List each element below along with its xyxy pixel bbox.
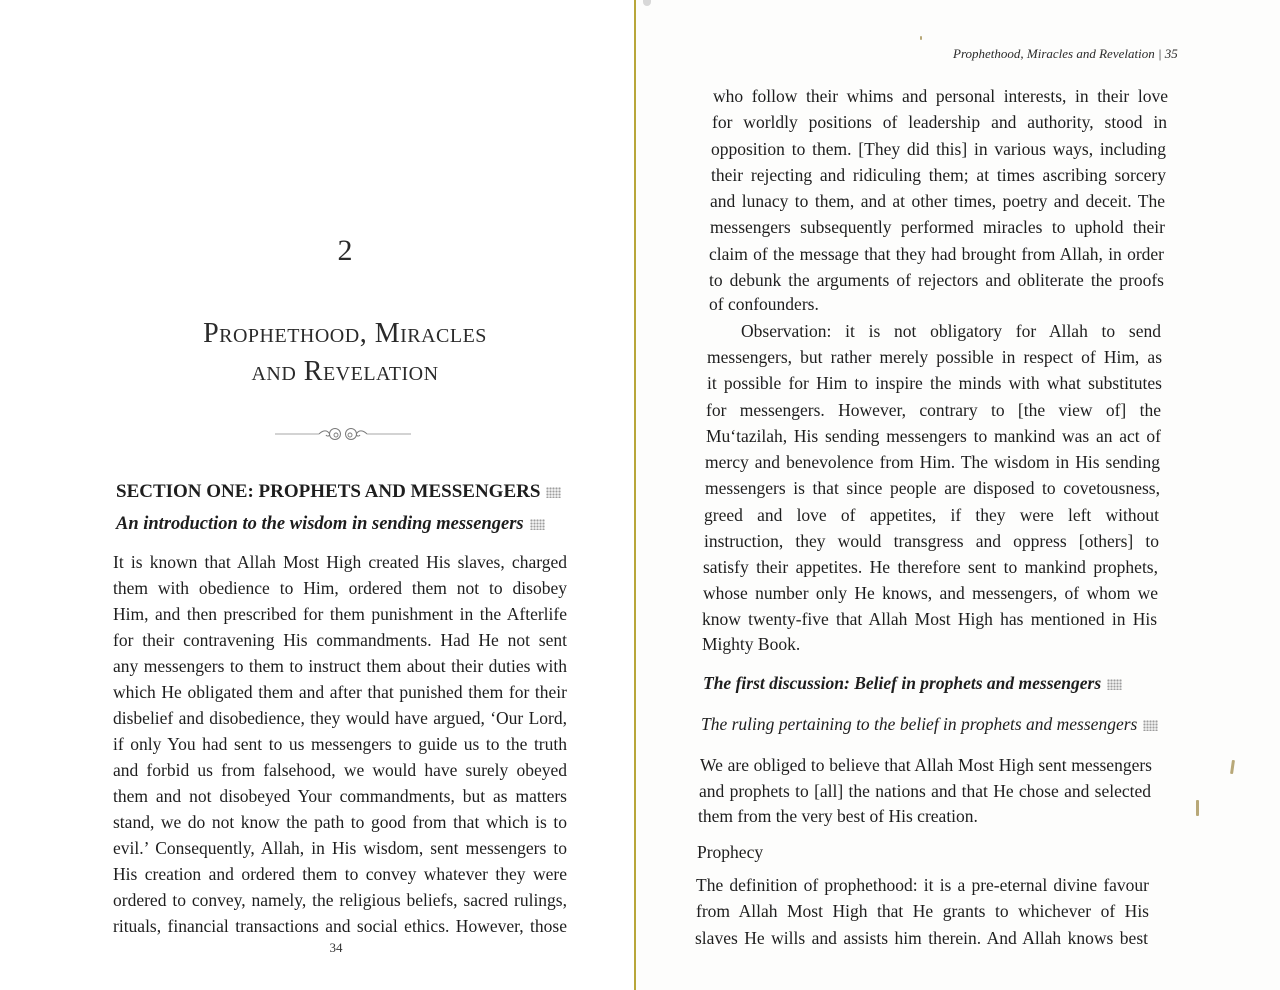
body-line: satisfy their appetites. He therefore sent to mankind prophets,	[703, 557, 1158, 577]
subheading-first-discussion	[703, 673, 1122, 694]
body-line: His creation and ordered them to convey whatever they were	[113, 864, 567, 884]
body-line: mercy and benevolence from Him. The wisdom in His sending	[705, 452, 1160, 472]
body-line: them from the very best of His creation.	[698, 806, 978, 826]
body-line: messengers is that since people are disposed to covetousness,	[705, 478, 1160, 498]
body-line: claim of the message that they had brought from Allah, in order	[709, 244, 1164, 264]
subheading-text: The first discussion: Belief in prophets and messengers	[703, 673, 1102, 693]
section-heading-text: SECTION ONE: PROPHETS AND MESSENGERS	[116, 481, 541, 502]
body-line: if only You had sent to us messengers to guide us to the truth	[113, 734, 567, 754]
body-line: Observation: it is not obligatory for Allah to send	[741, 321, 1161, 341]
body-line: messengers, but rather merely possible in respect of Him, as	[707, 347, 1162, 367]
body-line: for their contravening His commandments. Had He not sent	[113, 630, 567, 650]
section-heading	[116, 481, 561, 503]
subheading-ruling	[701, 714, 1158, 735]
body-line: whose number only He knows, and messengers, of whom we	[703, 583, 1158, 603]
body-line: know twenty-five that Allah Most High has mentioned in His	[702, 609, 1157, 629]
body-line: their rejecting and ridiculing them; at times ascribing sorcery	[711, 165, 1166, 185]
body-line: evil.’ Consequently, Allah, in His wisdom, sent messengers to	[113, 838, 567, 858]
honorific-icon	[546, 487, 561, 498]
honorific-icon	[1143, 720, 1158, 731]
chapter-number: 2	[337, 234, 353, 267]
body-line: and lunacy to them, and at other times, poetry and deceit. The	[710, 191, 1165, 211]
page-number-left: 34	[329, 940, 343, 955]
body-line: instruction, they would transgress and oppress [others] to	[704, 531, 1159, 551]
body-line: for messengers. However, contrary to [the view of] the	[706, 400, 1161, 420]
body-line: ordered to convey, namely, the religious beliefs, sacred rulings,	[113, 890, 567, 910]
honorific-icon	[1107, 679, 1122, 690]
body-line: them and not disobeyed Your commandments, but as matters	[113, 786, 567, 806]
body-line: who follow their whims and personal interests, in their love	[713, 86, 1168, 106]
chapter-title-line-1: Prophethood, Miracles	[203, 318, 487, 349]
body-line: to debunk the arguments of rejectors and obliterate the proofs	[709, 270, 1164, 290]
body-line: rituals, financial transactions and social ethics. However, those	[113, 916, 567, 936]
book-gutter	[634, 0, 636, 990]
body-line: opposition to them. [They did this] in various ways, including	[711, 139, 1166, 159]
body-line: greed and love of appetites, if they were left without	[704, 505, 1159, 525]
body-line: Him, and then prescribed for them punishment in the Afterlife	[113, 604, 567, 624]
scan-speck	[1196, 800, 1199, 816]
prophecy-label: Prophecy	[697, 842, 764, 862]
body-line: from Allah Most High that He grants to whichever of His	[696, 901, 1149, 921]
body-line: stand, we do not know the path to good from that which is to	[113, 812, 567, 832]
body-line: and forbid us from falsehood, we would have surely obeyed	[113, 760, 567, 780]
body-line: any messengers to them to instruct them about their duties with	[113, 656, 567, 676]
chapter-title-line-2: and Revelation	[251, 356, 439, 387]
body-line: It is known that Allah Most High created His slaves, charged	[113, 552, 567, 572]
scan-speck	[920, 36, 922, 40]
body-line: and prophets to [all] the nations and that He chose and selected	[699, 781, 1151, 801]
body-line: We are obliged to believe that Allah Most High sent messengers	[700, 755, 1152, 775]
subheading-text: The ruling pertaining to the belief in prophets and messengers	[701, 714, 1138, 734]
subheading-text: An introduction to the wisdom in sending messengers	[116, 514, 524, 534]
body-line: for worldly positions of leadership and authority, stood in	[712, 112, 1167, 132]
body-line: Mighty Book.	[702, 634, 801, 654]
body-line: it possible for Him to inspire the minds with what substitutes	[707, 373, 1162, 393]
ornament-divider-icon	[275, 424, 411, 444]
body-line: of confounders.	[709, 294, 819, 314]
body-line: Mu‘tazilah, His sending messengers to mankind was an act of	[706, 426, 1161, 446]
body-line: slaves He wills and assists him therein. And Allah knows best	[695, 928, 1148, 948]
body-line: them with obedience to Him, ordered them not to disobey	[113, 578, 567, 598]
body-line: disbelief and disobedience, they would have argued, ‘Our Lord,	[113, 708, 567, 728]
body-line: messengers subsequently performed miracles to uphold their	[710, 217, 1165, 237]
body-line: which He obligated them and after that punished them for their	[113, 682, 567, 702]
body-line: The definition of prophethood: it is a pre-eternal divine favour	[696, 875, 1149, 895]
honorific-icon	[530, 519, 545, 530]
running-head: Prophethood, Miracles and Revelation | 35	[953, 46, 1178, 61]
subheading-wisdom	[116, 514, 545, 535]
